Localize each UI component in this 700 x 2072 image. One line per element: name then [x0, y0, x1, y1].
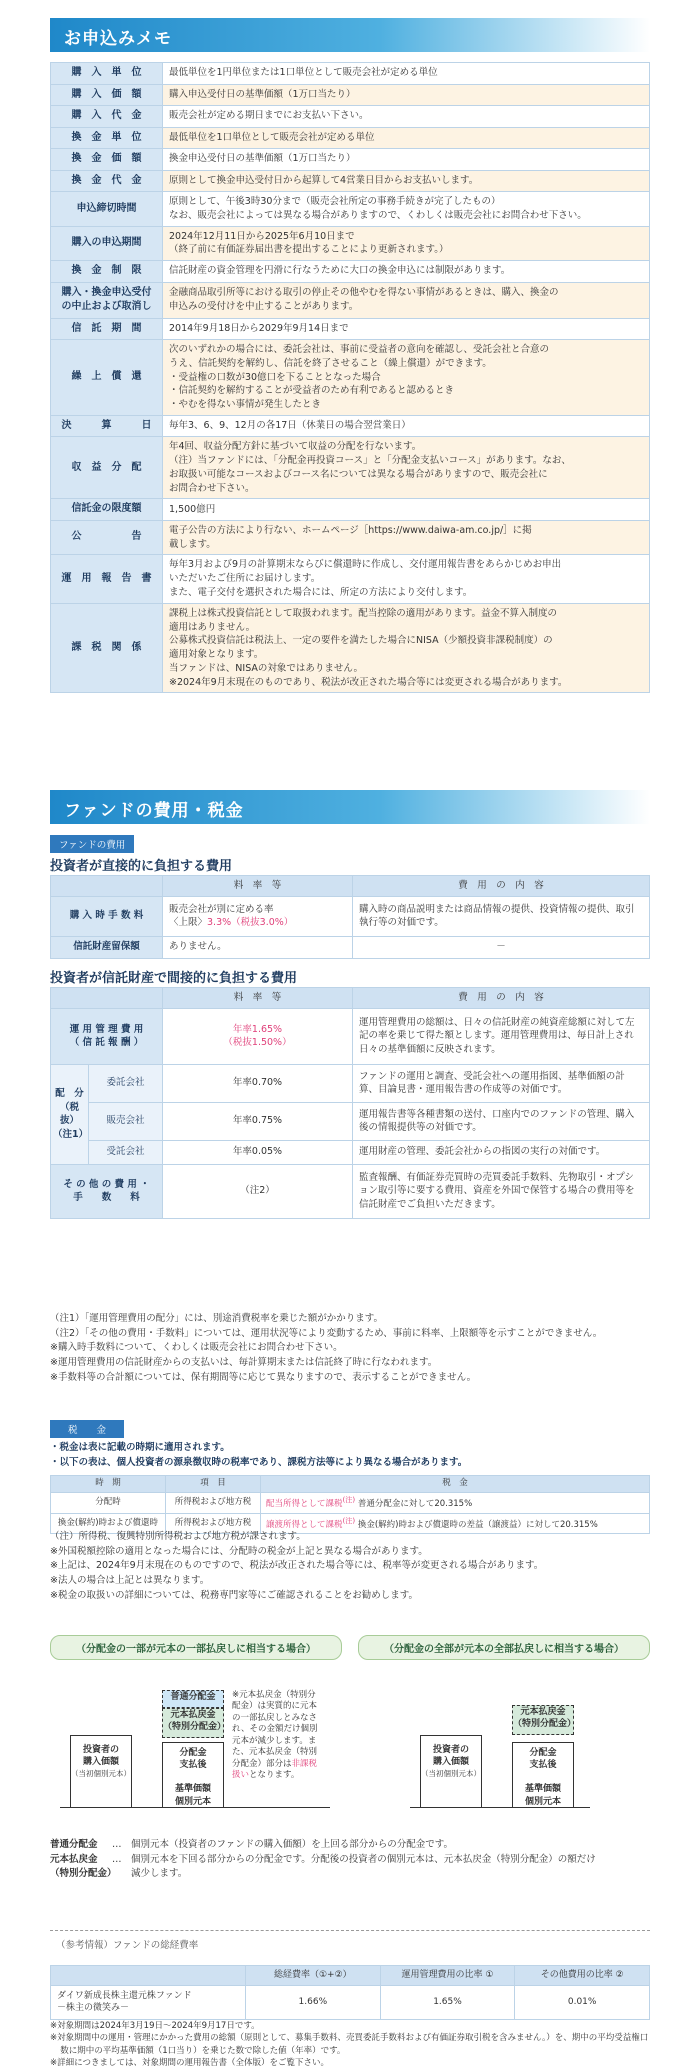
memo-row — [51, 340, 650, 416]
application-memo-table — [50, 62, 650, 693]
memo-label: 購入・換金申込受付 の中止および取消し — [51, 282, 163, 318]
reference-divider — [50, 1930, 650, 1931]
memo-value: 電子公告の方法により行ない、ホームページ［https://www.daiwa-am.co.jp/］に掲 載します。 — [163, 520, 650, 555]
memo-row — [51, 603, 650, 693]
memo-row — [51, 555, 650, 603]
left-normal-dist: 普通分配金 — [162, 1690, 224, 1708]
memo-row — [51, 282, 650, 318]
direct-fees-heading: 投資者が直接的に負担する費用 — [50, 859, 233, 874]
alloc-rate: 年率0.05% — [163, 1140, 353, 1164]
memo-row — [51, 84, 650, 106]
memo-row — [51, 520, 650, 555]
alloc-label: 配 分 （税抜） （注1） — [51, 1064, 89, 1164]
reference-notes: ※対象期間は2024年3月19日～2024年9月17日です。 ※対象期間中の運用・管理にかかった費用の総額（原則として、募集手数料、売買委託手数料および有価証券取引税を含みません。）を、期中の平均受益権口数に期中の平均基準価額（1口当り）を乗じた数で除した値（年率）です。 ※詳細につきましては、対象期間の運用報告書（全体版）をご覧下さい。 — [50, 2021, 649, 2068]
memo-row — [51, 63, 650, 85]
reserve-content: － — [353, 936, 650, 958]
memo-label: 繰 上 償 還 — [51, 340, 163, 416]
mgmt-fee-rate: 年率1.65% （税抜1.50%） — [163, 1008, 353, 1064]
buy-fee-content: 購入時の商品説明または商品情報の提供、投資情報の提供、取引執行等の対価です。 — [353, 896, 650, 936]
memo-label: 収 益 分 配 — [51, 437, 163, 499]
memo-value: 最低単位を1円単位または1口単位として販売会社が定める単位 — [163, 63, 650, 85]
alloc-rate: 年率0.70% — [163, 1064, 353, 1102]
memo-value: 2024年12月11日から2025年6月10日まで （終了前に有価証券届出書を提出することにより更新されます。） — [163, 226, 650, 261]
reference-title: （参考情報）ファンドの総経費率 — [56, 1940, 199, 1951]
alloc-content: 運用報告書等各種書類の送付、口座内でのファンドの管理、購入後の情報提供等の対価です。 — [353, 1102, 650, 1140]
memo-value: 原則として換金申込受付日から起算して4営業日目からお支払いします。 — [163, 170, 650, 192]
col-content: 費 用 の 内 容 — [353, 876, 650, 897]
indirect-fees-heading: 投資者が信託財産で間接的に負担する費用 — [50, 971, 298, 986]
memo-label: 運 用 報 告 書 — [51, 555, 163, 603]
other-fee-label: そ の 他 の 費 用 ・ 手 数 料 — [51, 1164, 163, 1218]
indirect-fees-table — [50, 987, 650, 1219]
buy-fee-label: 購 入 時 手 数 料 — [51, 896, 163, 936]
memo-label: 公 告 — [51, 520, 163, 555]
memo-row — [51, 261, 650, 283]
memo-row — [51, 318, 650, 340]
diagram-right-title: （分配金の全部が元本の全部払戻しに相当する場合） — [358, 1635, 650, 1660]
tax-timing: 分配時 — [51, 1492, 166, 1513]
memo-label: 購 入 価 額 — [51, 84, 163, 106]
memo-value: 1,500億円 — [163, 499, 650, 521]
memo-label: 購 入 単 位 — [51, 63, 163, 85]
memo-value: 毎年3、6、9、12月の各17日（休業日の場合翌営業日） — [163, 415, 650, 437]
tax-table: 時 期 項 目 税 金 分配時 所得税および地方税 配当所得として課税$^{(注)}$ 普通分配金に対して20.315% 換金(解約)時および償還時 所得税および地方税 譲渡所得として課税$^{(注)}$ 換金(解約)時および償還時の差益（譲渡益）に対して20.315% — [50, 1475, 650, 1534]
memo-value: 信託財産の資金管理を円滑に行なうために大口の換金申込には制限があります。 — [163, 261, 650, 283]
reserve-rate: ありません。 — [163, 936, 353, 958]
memo-value: 販売会社が定める期日までにお支払い下さい。 — [163, 106, 650, 128]
col-content-2: 費 用 の 内 容 — [353, 988, 650, 1009]
col-rate: 料 率 等 — [163, 876, 353, 897]
alloc-who: 受託会社 — [89, 1140, 163, 1164]
memo-label: 購 入 代 金 — [51, 106, 163, 128]
memo-row — [51, 127, 650, 149]
alloc-content: ファンドの運用と調査、受託会社への運用指図、基準価額の計算、目論見書・運用報告書の作成等の対価です。 — [353, 1064, 650, 1102]
memo-value: 2014年9月18日から2029年9月14日まで — [163, 318, 650, 340]
tax-bullets: ・税金は表に記載の時期に適用されます。 ・以下の表は、個人投資者の源泉徴収時の税率であり、課税方法等により異なる場合があります。 — [50, 1442, 468, 1468]
left-baseline — [60, 1807, 330, 1808]
dist-definitions: 普通分配金 … 個別元本（投資者のファンドの購入価額）を上回る部分からの分配金です。 元本払戻金 （特別分配金） … 個別元本を下回る部分からの分配金です。分配後の投資者の個別元本は、元本払戻金（特別分配金）の額だけ 減少します。 — [50, 1839, 596, 1880]
memo-label: 換 金 制 限 — [51, 261, 163, 283]
fund-fees-tag: ファンドの費用 — [50, 835, 134, 853]
memo-row — [51, 149, 650, 171]
right-baseline — [410, 1807, 590, 1808]
left-invest-box: 投資者の 購入価額 （当初個別元本） — [70, 1735, 132, 1807]
memo-value: 最低単位を1口単位として販売会社が定める単位 — [163, 127, 650, 149]
memo-row — [51, 192, 650, 227]
other-fee-rate: （注2） — [163, 1164, 353, 1218]
tax-timing: 換金(解約)時および償還時 — [51, 1513, 166, 1534]
tax-tag: 税 金 — [50, 1420, 124, 1438]
left-note: ※元本払戻金（特別分配金）は実質的に元本の一部払戻しとみなされ、その金額だけ個別元本が減少します。また、元本払戻金（特別分配金）部分は非課税扱いとなります。 — [232, 1690, 318, 1781]
memo-label: 換 金 代 金 — [51, 170, 163, 192]
left-after-box: 分配金 支払後 基準価額 個別元本 — [162, 1742, 224, 1807]
direct-fees-table — [50, 875, 650, 959]
memo-label: 決 算 日 — [51, 415, 163, 437]
memo-section-title: お申込みメモ — [50, 18, 650, 52]
alloc-who: 委託会社 — [89, 1064, 163, 1102]
right-invest-box: 投資者の 購入価額 （当初個別元本） — [420, 1735, 482, 1807]
memo-label: 申込締切時間 — [51, 192, 163, 227]
memo-value: 毎年3月および9月の計算期末ならびに償還時に作成し、交付運用報告書をあらかじめお申出 いただいたご住所にお届けします。 また、電子交付を選択された場合には、所定の方法により交付します。 — [163, 555, 650, 603]
memo-row — [51, 499, 650, 521]
right-after-box: 分配金 支払後 基準価額 個別元本 — [512, 1742, 574, 1807]
alloc-rate: 年率0.75% — [163, 1102, 353, 1140]
memo-label: 課 税 関 係 — [51, 603, 163, 693]
memo-value: 金融商品取引所等における取引の停止その他やむを得ない事情があるときは、購入、換金の 申込みの受付けを中止することがあります。 — [163, 282, 650, 318]
col-rate-2: 料 率 等 — [163, 988, 353, 1009]
alloc-who: 販売会社 — [89, 1102, 163, 1140]
memo-label: 換 金 単 位 — [51, 127, 163, 149]
memo-row — [51, 415, 650, 437]
other-fee-content: 監査報酬、有価証券売買時の売買委託手数料、先物取引・オプション取引等に要する費用、資産を外国で保管する場合の費用等を信託財産でご負担いただきます。 — [353, 1164, 650, 1218]
left-refund: 元本払戻金 （特別分配金） — [162, 1708, 224, 1738]
memo-value: 購入申込受付日の基準価額（1万口当たり） — [163, 84, 650, 106]
alloc-content: 運用財産の管理、委託会社からの指図の実行の対価です。 — [353, 1140, 650, 1164]
memo-value: 原則として、午後3時30分まで（販売会社所定の事務手続きが完了したもの） なお、販売会社によっては異なる場合がありますので、くわしくは販売会社にお問合わせ下さい。 — [163, 192, 650, 227]
buy-fee-rate: 販売会社が別に定める率 〈上限〉3.3%（税抜3.0%） — [163, 896, 353, 936]
memo-label: 信託金の限度額 — [51, 499, 163, 521]
memo-row — [51, 106, 650, 128]
memo-value: 次のいずれかの場合には、委託会社は、事前に受益者の意向を確認し、受託会社と合意の うえ、信託契約を解約し、信託を終了させること（繰上償還）ができます。 ・受益権の口数が30億口を下ることとなった場合 ・信託契約を解約することが受益者のため有利であると認めるとき ・やむを得ない事情が発生したとき — [163, 340, 650, 416]
tax-notes: （注）所得税、復興特別所得税および地方税が課されます。 ※外国税額控除の適用となった場合には、分配時の税金が上記と異なる場合があります。 ※上記は、2024年9月末現在のものですので、税法が改正された場合等には、税率等が変更される場合があります。 ※法人の場合は上記とは異なります。 ※税金の取扱いの詳細については、税務専門家等にご確認されることをお勧めします。 — [50, 1531, 544, 1601]
diagram-left-title: （分配金の一部が元本の一部払戻しに相当する場合） — [50, 1635, 342, 1660]
fund-name: ダイワ新成長株主還元株ファンド －株主の微笑み－ — [51, 1985, 246, 2019]
memo-label: 換 金 価 額 — [51, 149, 163, 171]
mgmt-fee-label: 運 用 管 理 費 用 （ 信 託 報 酬 ） — [51, 1008, 163, 1064]
fees-section-title: ファンドの費用・税金 — [50, 790, 650, 824]
memo-row — [51, 437, 650, 499]
memo-label: 信 託 期 間 — [51, 318, 163, 340]
memo-value: 年4回、収益分配方針に基づいて収益の分配を行ないます。 （注）当ファンドには、「分配金再投資コース」と「分配金支払いコース」があります。なお、 お取扱い可能なコースおよびコース名については異なる場合がありますので、販売会社に お問合わせ下さい。 — [163, 437, 650, 499]
memo-row — [51, 226, 650, 261]
expense-ratio-table: 総経費率（①+②） 運用管理費用の比率 ① その他費用の比率 ② ダイワ新成長株主還元株ファンド －株主の微笑み－ 1.66% 1.65% 0.01% — [50, 1965, 650, 2020]
fee-notes: （注1）「運用管理費用の配分」には、別途消費税率を乗じた額がかかります。 （注2）「その他の費用・手数料」については、運用状況等により変動するため、事前に料率、上限額等を示すことができません。 ※購入時手数料について、くわしくは販売会社にお問合わせ下さい。 ※運用管理費用の信託財産からの支払いは、毎計算期末または信託終了時に行なわれます。 ※手数料等の合計額については、保有期間等に応じて異なりますので、表示することができません。 — [50, 1313, 603, 1383]
mgmt-fee-content: 運用管理費用の総額は、日々の信託財産の純資産総額に対して左記の率を乗じて得た額とします。運用管理費用は、毎日計上され日々の基準価額に反映されます。 — [353, 1008, 650, 1064]
memo-row — [51, 170, 650, 192]
reserve-label: 信託財産留保額 — [51, 936, 163, 958]
memo-value: 課税上は株式投資信託として取扱われます。配当控除の適用があります。益金不算入制度の 適用はありません。 公募株式投資信託は税法上、一定の要件を満たした場合にNISA（少額投資非課税制度）の 適用対象となります。 当ファンドは、NISAの対象ではありません。 ※2024年9月末現在のものであり、税法が改正された場合等には変更される場合があります。 — [163, 603, 650, 693]
memo-value: 換金申込受付日の基準価額（1万口当たり） — [163, 149, 650, 171]
memo-label: 購入の申込期間 — [51, 226, 163, 261]
right-refund: 元本払戻金 （特別分配金） — [512, 1705, 574, 1735]
